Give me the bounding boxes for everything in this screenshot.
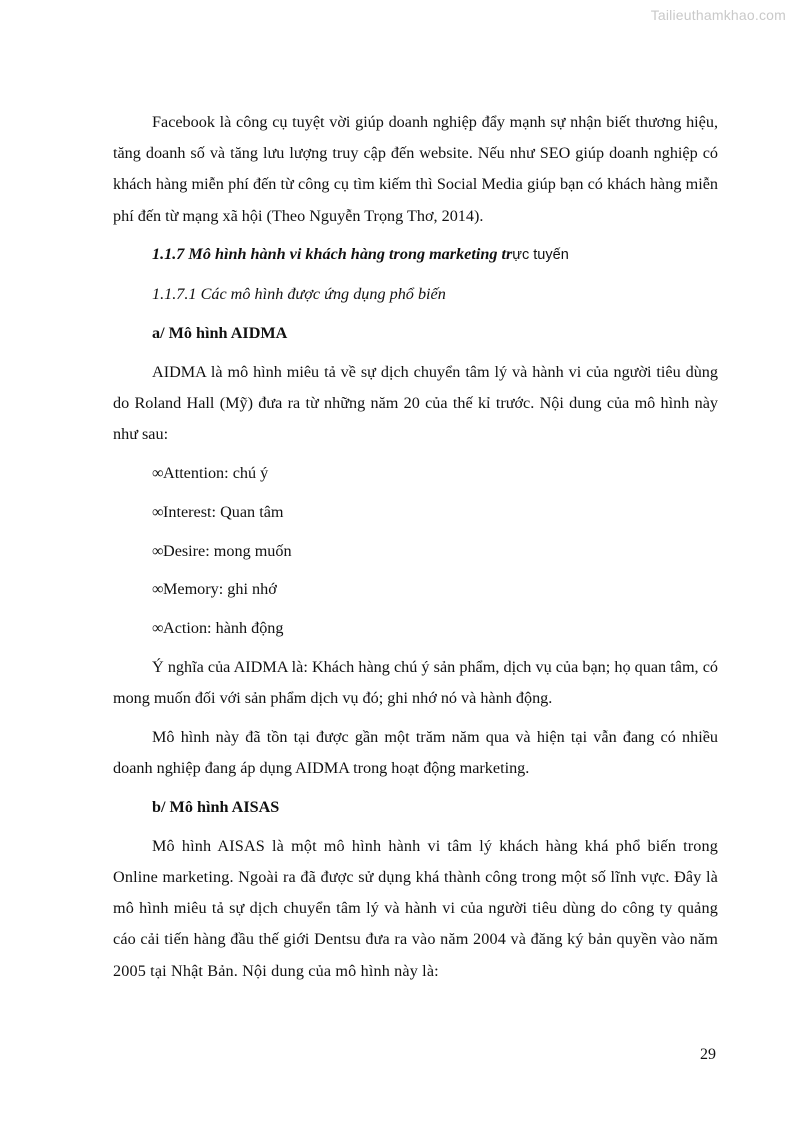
aidma-meaning-paragraph: Ý nghĩa của AIDMA là: Khách hàng chú ý sản phẩm, dịch vụ của bạn; họ quan tâm, có mong muốn đối với sản phẩm dịch vụ đó; ghi nhớ nó và hành động.	[113, 657, 718, 708]
section-heading-tail: ực tuyến	[512, 247, 569, 264]
list-item	[113, 613, 718, 644]
infinity-bullet-icon: ∞	[152, 619, 164, 638]
list-item-text: Action: hành động	[163, 619, 284, 638]
list-item	[113, 458, 718, 489]
aisas-intro-paragraph: Mô hình AISAS là một mô hình hành vi tâm lý khách hàng khá phổ biến trong Online marketing. Ngoài ra đã được sử dụng khá thành công trong một số lĩnh vực. Đây là mô hình miêu tả sự dịch chuyển tâm lý và hành vi của người tiêu dùng do công ty quảng cáo cải tiến hàng đầu thế giới Dentsu đưa ra vào năm 2004 và đăng ký bản quyền vào năm 2005 tại Nhật Bản. Nội dung của mô hình này là:	[113, 836, 718, 980]
section-heading	[113, 239, 718, 271]
aidma-list	[113, 458, 718, 644]
list-item-text: Interest: Quan tâm	[163, 502, 284, 521]
list-item-text: Memory: ghi nhớ	[163, 580, 277, 599]
document-page	[113, 107, 718, 994]
list-item-text: Desire: mong muốn	[163, 541, 292, 560]
aidma-intro-paragraph: AIDMA là mô hình miêu tả về sự dịch chuyển tâm lý và hành vi của người tiêu dùng do Roland Hall (Mỹ) đưa ra từ những năm 20 của thế kỉ trước. Nội dung của mô hình này như sau:	[113, 362, 718, 444]
aisas-heading: b/ Mô hình AISAS	[152, 797, 280, 816]
infinity-bullet-icon: ∞	[152, 541, 164, 560]
watermark: Tailieuthamkhao.com	[650, 7, 786, 23]
page-number: 29	[700, 1046, 716, 1063]
aidma-heading: a/ Mô hình AIDMA	[152, 324, 288, 342]
section-heading-text: 1.1.7 Mô hình hành vi khách hàng trong marketing tr	[152, 245, 513, 264]
list-item	[113, 536, 718, 567]
infinity-bullet-icon: ∞	[152, 580, 164, 599]
aidma-history-paragraph: Mô hình này đã tồn tại được gần một trăm năm qua và hiện tại vẫn đang có nhiều doanh nghiệp đang áp dụng AIDMA trong hoạt động marketing.	[113, 727, 718, 778]
subsection-heading: 1.1.7.1 Các mô hình được ứng dụng phổ biến	[152, 285, 446, 304]
list-item	[113, 574, 718, 605]
infinity-bullet-icon: ∞	[152, 464, 164, 482]
list-item-text: Attention: chú ý	[163, 464, 269, 482]
infinity-bullet-icon: ∞	[152, 502, 164, 521]
facebook-paragraph: Facebook là công cụ tuyệt vời giúp doanh nghiệp đẩy mạnh sự nhận biết thương hiệu, tăng doanh số và tăng lưu lượng truy cập đến website. Nếu như SEO giúp doanh nghiệp có khách hàng miễn phí đến từ công cụ tìm kiếm thì Social Media giúp bạn có khách hàng miễn phí đến từ mạng xã hội (Theo Nguyễn Trọng Thơ, 2014).	[113, 113, 718, 225]
list-item	[113, 497, 718, 528]
